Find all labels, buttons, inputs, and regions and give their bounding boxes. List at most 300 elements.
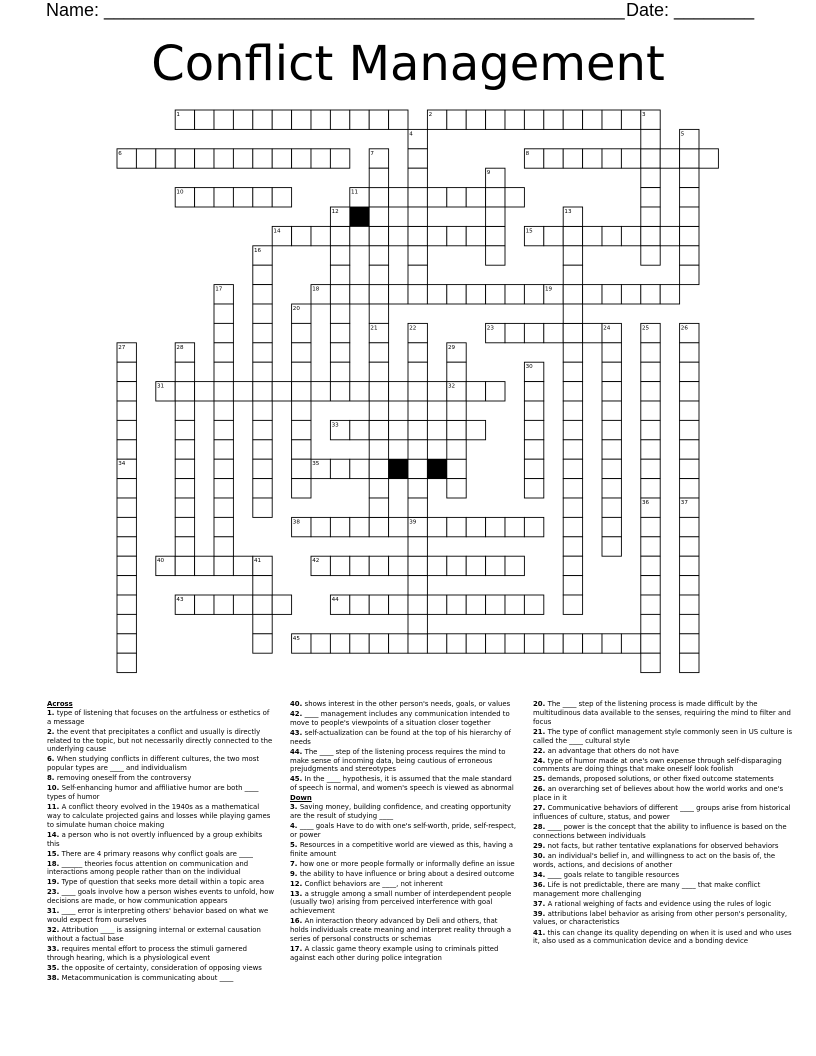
grid-cell[interactable] xyxy=(389,595,408,614)
grid-cell[interactable] xyxy=(369,440,388,459)
grid-cell[interactable] xyxy=(408,614,427,633)
grid-cell[interactable] xyxy=(680,149,699,168)
grid-cell[interactable] xyxy=(369,382,388,401)
grid-cell[interactable] xyxy=(253,595,272,614)
grid-cell[interactable] xyxy=(466,382,485,401)
grid-cell[interactable] xyxy=(408,382,427,401)
grid-cell[interactable] xyxy=(233,595,252,614)
grid-cell[interactable] xyxy=(156,149,175,168)
grid-cell[interactable] xyxy=(369,168,388,187)
grid-cell[interactable] xyxy=(408,576,427,595)
grid-cell[interactable] xyxy=(253,401,272,420)
grid-cell[interactable] xyxy=(117,556,136,575)
grid-cell[interactable] xyxy=(292,479,311,498)
grid-cell[interactable] xyxy=(389,382,408,401)
grid-cell[interactable] xyxy=(602,420,621,439)
grid-cell[interactable] xyxy=(175,556,194,575)
grid-cell[interactable] xyxy=(272,382,291,401)
grid-cell[interactable] xyxy=(408,440,427,459)
grid-cell[interactable] xyxy=(330,110,349,129)
grid-cell[interactable] xyxy=(253,440,272,459)
grid-cell[interactable] xyxy=(117,517,136,536)
grid-cell[interactable] xyxy=(660,149,679,168)
grid-cell[interactable] xyxy=(563,401,582,420)
grid-cell[interactable] xyxy=(253,323,272,342)
grid-cell[interactable] xyxy=(214,401,233,420)
grid-cell[interactable] xyxy=(253,149,272,168)
grid-cell[interactable] xyxy=(447,556,466,575)
grid-cell[interactable] xyxy=(602,498,621,517)
grid-cell[interactable] xyxy=(427,382,446,401)
grid-cell[interactable] xyxy=(292,149,311,168)
grid-cell[interactable] xyxy=(641,479,660,498)
grid-cell[interactable] xyxy=(641,614,660,633)
grid-cell[interactable] xyxy=(408,149,427,168)
grid-cell[interactable] xyxy=(175,440,194,459)
grid-cell[interactable] xyxy=(311,149,330,168)
grid-cell[interactable] xyxy=(486,246,505,265)
grid-cell[interactable] xyxy=(641,362,660,381)
grid-cell[interactable] xyxy=(214,149,233,168)
grid-cell[interactable] xyxy=(214,188,233,207)
grid-cell[interactable] xyxy=(408,595,427,614)
grid-cell[interactable] xyxy=(117,479,136,498)
grid-cell[interactable] xyxy=(466,285,485,304)
grid-cell[interactable] xyxy=(350,459,369,478)
grid-cell[interactable] xyxy=(369,285,388,304)
grid-cell[interactable] xyxy=(292,420,311,439)
grid-cell[interactable] xyxy=(524,440,543,459)
grid-cell[interactable] xyxy=(641,382,660,401)
grid-cell[interactable] xyxy=(641,556,660,575)
grid-cell[interactable] xyxy=(427,188,446,207)
grid-cell[interactable] xyxy=(680,479,699,498)
grid-cell[interactable] xyxy=(486,285,505,304)
grid-cell[interactable] xyxy=(583,323,602,342)
grid-cell[interactable] xyxy=(233,556,252,575)
grid-cell[interactable] xyxy=(330,265,349,284)
grid-cell[interactable] xyxy=(330,382,349,401)
grid-cell[interactable] xyxy=(563,517,582,536)
grid-cell[interactable] xyxy=(311,382,330,401)
grid-cell[interactable] xyxy=(563,285,582,304)
grid-cell[interactable] xyxy=(680,653,699,672)
grid-cell[interactable] xyxy=(389,517,408,536)
grid-cell[interactable] xyxy=(292,362,311,381)
grid-cell[interactable] xyxy=(486,188,505,207)
grid-cell[interactable] xyxy=(447,440,466,459)
grid-cell[interactable] xyxy=(680,440,699,459)
grid-cell[interactable] xyxy=(389,110,408,129)
grid-cell[interactable] xyxy=(117,498,136,517)
grid-cell[interactable] xyxy=(602,362,621,381)
grid-cell[interactable] xyxy=(680,168,699,187)
grid-cell[interactable] xyxy=(563,634,582,653)
grid-cell[interactable] xyxy=(117,653,136,672)
grid-cell[interactable] xyxy=(330,459,349,478)
grid-cell[interactable] xyxy=(369,265,388,284)
grid-cell[interactable] xyxy=(214,420,233,439)
grid-cell[interactable] xyxy=(292,323,311,342)
grid-cell[interactable] xyxy=(214,440,233,459)
grid-cell[interactable] xyxy=(330,285,349,304)
grid-cell[interactable] xyxy=(233,188,252,207)
grid-cell[interactable] xyxy=(214,110,233,129)
grid-cell[interactable] xyxy=(195,110,214,129)
grid-cell[interactable] xyxy=(272,149,291,168)
grid-cell[interactable] xyxy=(466,634,485,653)
grid-cell[interactable] xyxy=(583,149,602,168)
grid-cell[interactable] xyxy=(214,498,233,517)
grid-cell[interactable] xyxy=(350,110,369,129)
grid-cell[interactable] xyxy=(195,556,214,575)
grid-cell[interactable] xyxy=(563,576,582,595)
grid-cell[interactable] xyxy=(311,634,330,653)
grid-cell[interactable] xyxy=(369,498,388,517)
grid-cell[interactable] xyxy=(117,634,136,653)
grid-cell[interactable] xyxy=(486,382,505,401)
grid-cell[interactable] xyxy=(563,149,582,168)
grid-cell[interactable] xyxy=(369,110,388,129)
grid-cell[interactable] xyxy=(486,207,505,226)
grid-cell[interactable] xyxy=(350,517,369,536)
grid-cell[interactable] xyxy=(486,634,505,653)
grid-cell[interactable] xyxy=(253,265,272,284)
grid-cell[interactable] xyxy=(680,246,699,265)
grid-cell[interactable] xyxy=(369,343,388,362)
grid-cell[interactable] xyxy=(699,149,718,168)
grid-cell[interactable] xyxy=(583,226,602,245)
grid-cell[interactable] xyxy=(563,595,582,614)
grid-cell[interactable] xyxy=(233,382,252,401)
grid-cell[interactable] xyxy=(524,110,543,129)
grid-cell[interactable] xyxy=(253,634,272,653)
grid-cell[interactable] xyxy=(408,188,427,207)
grid-cell[interactable] xyxy=(486,110,505,129)
grid-cell[interactable] xyxy=(563,498,582,517)
grid-cell[interactable] xyxy=(389,420,408,439)
grid-cell[interactable] xyxy=(641,343,660,362)
grid-cell[interactable] xyxy=(214,479,233,498)
grid-cell[interactable] xyxy=(369,420,388,439)
grid-cell[interactable] xyxy=(195,188,214,207)
grid-cell[interactable] xyxy=(117,576,136,595)
grid-cell[interactable] xyxy=(486,556,505,575)
grid-cell[interactable] xyxy=(641,517,660,536)
grid-cell[interactable] xyxy=(680,595,699,614)
grid-cell[interactable] xyxy=(621,634,640,653)
grid-cell[interactable] xyxy=(447,285,466,304)
grid-cell[interactable] xyxy=(272,188,291,207)
grid-cell[interactable] xyxy=(350,382,369,401)
grid-cell[interactable] xyxy=(330,517,349,536)
grid-cell[interactable] xyxy=(641,246,660,265)
grid-cell[interactable] xyxy=(214,323,233,342)
grid-cell[interactable] xyxy=(641,129,660,148)
grid-cell[interactable] xyxy=(117,537,136,556)
grid-cell[interactable] xyxy=(680,401,699,420)
grid-cell[interactable] xyxy=(369,362,388,381)
grid-cell[interactable] xyxy=(311,226,330,245)
grid-cell[interactable] xyxy=(136,149,155,168)
grid-cell[interactable] xyxy=(408,285,427,304)
grid-cell[interactable] xyxy=(621,110,640,129)
grid-cell[interactable] xyxy=(680,517,699,536)
grid-cell[interactable] xyxy=(117,401,136,420)
grid-cell[interactable] xyxy=(369,207,388,226)
grid-cell[interactable] xyxy=(214,382,233,401)
grid-cell[interactable] xyxy=(330,323,349,342)
grid-cell[interactable] xyxy=(214,343,233,362)
grid-cell[interactable] xyxy=(505,323,524,342)
grid-cell[interactable] xyxy=(350,226,369,245)
grid-cell[interactable] xyxy=(680,459,699,478)
grid-cell[interactable] xyxy=(583,285,602,304)
grid-cell[interactable] xyxy=(253,188,272,207)
grid-cell[interactable] xyxy=(563,556,582,575)
grid-cell[interactable] xyxy=(311,517,330,536)
grid-cell[interactable] xyxy=(253,479,272,498)
grid-cell[interactable] xyxy=(214,304,233,323)
grid-cell[interactable] xyxy=(563,382,582,401)
grid-cell[interactable] xyxy=(563,226,582,245)
grid-cell[interactable] xyxy=(117,440,136,459)
grid-cell[interactable] xyxy=(563,459,582,478)
grid-cell[interactable] xyxy=(389,188,408,207)
grid-cell[interactable] xyxy=(680,614,699,633)
grid-cell[interactable] xyxy=(427,517,446,536)
grid-cell[interactable] xyxy=(447,188,466,207)
grid-cell[interactable] xyxy=(195,382,214,401)
grid-cell[interactable] xyxy=(330,246,349,265)
grid-cell[interactable] xyxy=(389,226,408,245)
grid-cell[interactable] xyxy=(524,517,543,536)
grid-cell[interactable] xyxy=(214,459,233,478)
grid-cell[interactable] xyxy=(680,420,699,439)
grid-cell[interactable] xyxy=(680,343,699,362)
grid-cell[interactable] xyxy=(408,401,427,420)
grid-cell[interactable] xyxy=(680,634,699,653)
grid-cell[interactable] xyxy=(641,149,660,168)
grid-cell[interactable] xyxy=(680,537,699,556)
grid-cell[interactable] xyxy=(447,362,466,381)
name-field[interactable]: Name: ____________________________________________________ xyxy=(46,0,625,20)
grid-cell[interactable] xyxy=(680,226,699,245)
grid-cell[interactable] xyxy=(641,188,660,207)
grid-cell[interactable] xyxy=(641,226,660,245)
grid-cell[interactable] xyxy=(680,576,699,595)
grid-cell[interactable] xyxy=(427,226,446,245)
grid-cell[interactable] xyxy=(369,634,388,653)
grid-cell[interactable] xyxy=(253,304,272,323)
grid-cell[interactable] xyxy=(466,188,485,207)
grid-cell[interactable] xyxy=(175,420,194,439)
grid-cell[interactable] xyxy=(175,498,194,517)
grid-cell[interactable] xyxy=(680,362,699,381)
grid-cell[interactable] xyxy=(175,479,194,498)
grid-cell[interactable] xyxy=(117,382,136,401)
grid-cell[interactable] xyxy=(427,285,446,304)
grid-cell[interactable] xyxy=(292,226,311,245)
grid-cell[interactable] xyxy=(680,265,699,284)
grid-cell[interactable] xyxy=(369,304,388,323)
grid-cell[interactable] xyxy=(641,285,660,304)
date-field[interactable]: Date: ________ xyxy=(626,0,755,20)
grid-cell[interactable] xyxy=(408,343,427,362)
grid-cell[interactable] xyxy=(621,285,640,304)
grid-cell[interactable] xyxy=(117,595,136,614)
grid-cell[interactable] xyxy=(505,634,524,653)
grid-cell[interactable] xyxy=(602,440,621,459)
grid-cell[interactable] xyxy=(544,323,563,342)
grid-cell[interactable] xyxy=(350,285,369,304)
grid-cell[interactable] xyxy=(175,537,194,556)
grid-cell[interactable] xyxy=(641,420,660,439)
grid-cell[interactable] xyxy=(369,479,388,498)
grid-cell[interactable] xyxy=(369,246,388,265)
grid-cell[interactable] xyxy=(427,420,446,439)
grid-cell[interactable] xyxy=(369,517,388,536)
grid-cell[interactable] xyxy=(466,517,485,536)
grid-cell[interactable] xyxy=(660,285,679,304)
grid-cell[interactable] xyxy=(195,149,214,168)
grid-cell[interactable] xyxy=(602,401,621,420)
grid-cell[interactable] xyxy=(621,226,640,245)
grid-cell[interactable] xyxy=(544,634,563,653)
grid-cell[interactable] xyxy=(641,576,660,595)
grid-cell[interactable] xyxy=(330,362,349,381)
grid-cell[interactable] xyxy=(389,459,408,478)
grid-cell[interactable] xyxy=(641,634,660,653)
grid-cell[interactable] xyxy=(447,459,466,478)
grid-cell[interactable] xyxy=(369,459,388,478)
grid-cell[interactable] xyxy=(660,226,679,245)
grid-cell[interactable] xyxy=(253,498,272,517)
grid-cell[interactable] xyxy=(641,168,660,187)
grid-cell[interactable] xyxy=(563,479,582,498)
grid-cell[interactable] xyxy=(524,459,543,478)
grid-cell[interactable] xyxy=(447,479,466,498)
grid-cell[interactable] xyxy=(524,323,543,342)
grid-cell[interactable] xyxy=(447,595,466,614)
grid-cell[interactable] xyxy=(253,614,272,633)
grid-cell[interactable] xyxy=(524,595,543,614)
grid-cell[interactable] xyxy=(563,246,582,265)
grid-cell[interactable] xyxy=(408,556,427,575)
grid-cell[interactable] xyxy=(175,362,194,381)
grid-cell[interactable] xyxy=(447,401,466,420)
grid-cell[interactable] xyxy=(524,382,543,401)
grid-cell[interactable] xyxy=(117,420,136,439)
grid-cell[interactable] xyxy=(524,634,543,653)
grid-cell[interactable] xyxy=(563,440,582,459)
grid-cell[interactable] xyxy=(292,110,311,129)
grid-cell[interactable] xyxy=(350,634,369,653)
grid-cell[interactable] xyxy=(563,362,582,381)
grid-cell[interactable] xyxy=(563,343,582,362)
grid-cell[interactable] xyxy=(214,595,233,614)
grid-cell[interactable] xyxy=(505,285,524,304)
grid-cell[interactable] xyxy=(253,576,272,595)
grid-cell[interactable] xyxy=(641,595,660,614)
grid-cell[interactable] xyxy=(602,226,621,245)
grid-cell[interactable] xyxy=(486,517,505,536)
grid-cell[interactable] xyxy=(408,420,427,439)
grid-cell[interactable] xyxy=(233,110,252,129)
grid-cell[interactable] xyxy=(350,595,369,614)
grid-cell[interactable] xyxy=(272,110,291,129)
grid-cell[interactable] xyxy=(563,420,582,439)
grid-cell[interactable] xyxy=(583,110,602,129)
grid-cell[interactable] xyxy=(311,110,330,129)
grid-cell[interactable] xyxy=(563,110,582,129)
grid-cell[interactable] xyxy=(505,517,524,536)
grid-cell[interactable] xyxy=(466,420,485,439)
grid-cell[interactable] xyxy=(641,653,660,672)
grid-cell[interactable] xyxy=(253,420,272,439)
grid-cell[interactable] xyxy=(408,246,427,265)
grid-cell[interactable] xyxy=(175,401,194,420)
grid-cell[interactable] xyxy=(466,556,485,575)
grid-cell[interactable] xyxy=(447,110,466,129)
grid-cell[interactable] xyxy=(389,285,408,304)
grid-cell[interactable] xyxy=(466,110,485,129)
grid-cell[interactable] xyxy=(389,556,408,575)
grid-cell[interactable] xyxy=(641,537,660,556)
grid-cell[interactable] xyxy=(350,420,369,439)
grid-cell[interactable] xyxy=(175,149,194,168)
grid-cell[interactable] xyxy=(680,382,699,401)
grid-cell[interactable] xyxy=(680,207,699,226)
grid-cell[interactable] xyxy=(292,382,311,401)
grid-cell[interactable] xyxy=(292,440,311,459)
grid-cell[interactable] xyxy=(447,420,466,439)
grid-cell[interactable] xyxy=(447,517,466,536)
grid-cell[interactable] xyxy=(350,556,369,575)
grid-cell[interactable] xyxy=(369,226,388,245)
grid-cell[interactable] xyxy=(680,188,699,207)
grid-cell[interactable] xyxy=(563,537,582,556)
grid-cell[interactable] xyxy=(505,110,524,129)
grid-cell[interactable] xyxy=(563,304,582,323)
grid-cell[interactable] xyxy=(175,459,194,478)
grid-cell[interactable] xyxy=(602,343,621,362)
grid-cell[interactable] xyxy=(253,362,272,381)
grid-cell[interactable] xyxy=(369,401,388,420)
grid-cell[interactable] xyxy=(253,343,272,362)
grid-cell[interactable] xyxy=(602,517,621,536)
grid-cell[interactable] xyxy=(408,207,427,226)
grid-cell[interactable] xyxy=(292,459,311,478)
grid-cell[interactable] xyxy=(214,362,233,381)
grid-cell[interactable] xyxy=(369,556,388,575)
grid-cell[interactable] xyxy=(486,226,505,245)
grid-cell[interactable] xyxy=(408,226,427,245)
grid-cell[interactable] xyxy=(369,595,388,614)
grid-cell[interactable] xyxy=(602,110,621,129)
grid-cell[interactable] xyxy=(292,401,311,420)
grid-cell[interactable] xyxy=(369,188,388,207)
grid-cell[interactable] xyxy=(544,226,563,245)
grid-cell[interactable] xyxy=(408,168,427,187)
grid-cell[interactable] xyxy=(505,188,524,207)
grid-cell[interactable] xyxy=(602,285,621,304)
grid-cell[interactable] xyxy=(641,207,660,226)
grid-cell[interactable] xyxy=(486,595,505,614)
grid-cell[interactable] xyxy=(330,149,349,168)
grid-cell[interactable] xyxy=(233,149,252,168)
grid-cell[interactable] xyxy=(175,517,194,536)
